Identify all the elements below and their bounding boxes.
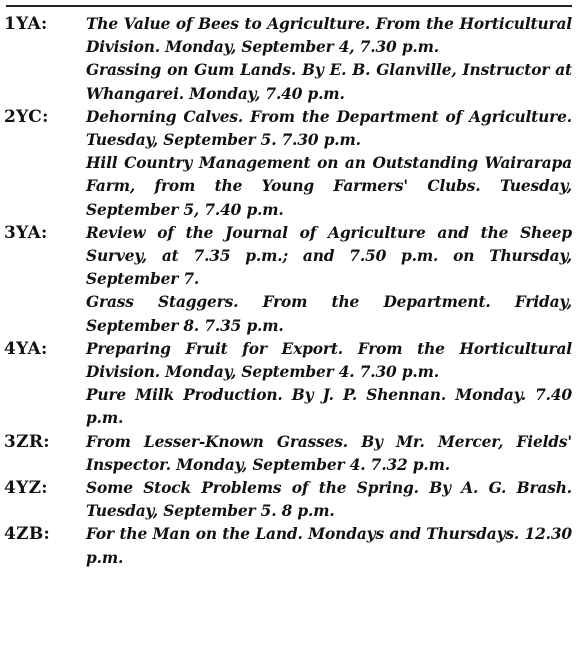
- station-block-4yz: [0, 477, 578, 523]
- station-code: 4ZB:: [4, 524, 51, 545]
- program-entry: Preparing Fruit for Export. From the Horticultural Division. Monday, September 4. 7.30 p.m.: [86, 339, 572, 382]
- station-code: 3ZR:: [4, 431, 50, 452]
- station-block-4ya: [0, 338, 578, 431]
- station-code: 1YA:: [4, 14, 48, 34]
- station-code: 2YC:: [4, 106, 49, 127]
- program-entry: From Lesser-Known Grasses. By Mr. Mercer, Fields' Inspector. Monday, September 4. 7.32 p.m.: [86, 432, 572, 474]
- program-entry: Grass Staggers. From the Department. Friday, September 8. 7.35 p.m.: [86, 293, 572, 335]
- program-entry: Pure Milk Production. By J. P. Shennan. Monday. 7.40 p.m.: [86, 386, 572, 428]
- station-block-1ya: [0, 13, 578, 106]
- station-block-4zb: [0, 523, 578, 569]
- top-rule: [6, 5, 572, 7]
- station-block-3ya: [0, 222, 578, 338]
- program-entry: Review of the Journal of Agriculture and the Sheep Survey, at 7.35 p.m.; and 7.50 p.m. on Thursday, September 7.: [86, 223, 572, 289]
- station-block-3zr: [0, 431, 578, 477]
- program-entry: The Value of Bees to Agriculture. From the Horticultural Division. Monday, September 4, 7.30 p.m.: [86, 15, 572, 57]
- program-entry: Dehorning Calves. From the Department of Agriculture. Tuesday, September 5. 7.30 p.m.: [86, 107, 572, 150]
- broadcast-listings: [0, 13, 578, 570]
- program-entry: For the Man on the Land. Mondays and Thursdays. 12.30 p.m.: [86, 525, 572, 567]
- station-code: 4YZ:: [4, 478, 48, 499]
- station-code: 4YA:: [4, 338, 48, 359]
- program-entry: Grassing on Gum Lands. By E. B. Glanville, Instructor at Whangarei. Monday, 7.40 p.m.: [86, 61, 572, 103]
- program-entry: Some Stock Problems of the Spring. By A. G. Brash. Tuesday, September 5. 8 p.m.: [86, 479, 572, 521]
- station-block-2yc: [0, 106, 578, 222]
- station-code: 3YA:: [4, 222, 48, 243]
- program-entry: Hill Country Management on an Outstanding Wairarapa Farm, from the Young Farmers' Clubs. Tuesday, September 5, 7.40 p.m.: [86, 154, 572, 219]
